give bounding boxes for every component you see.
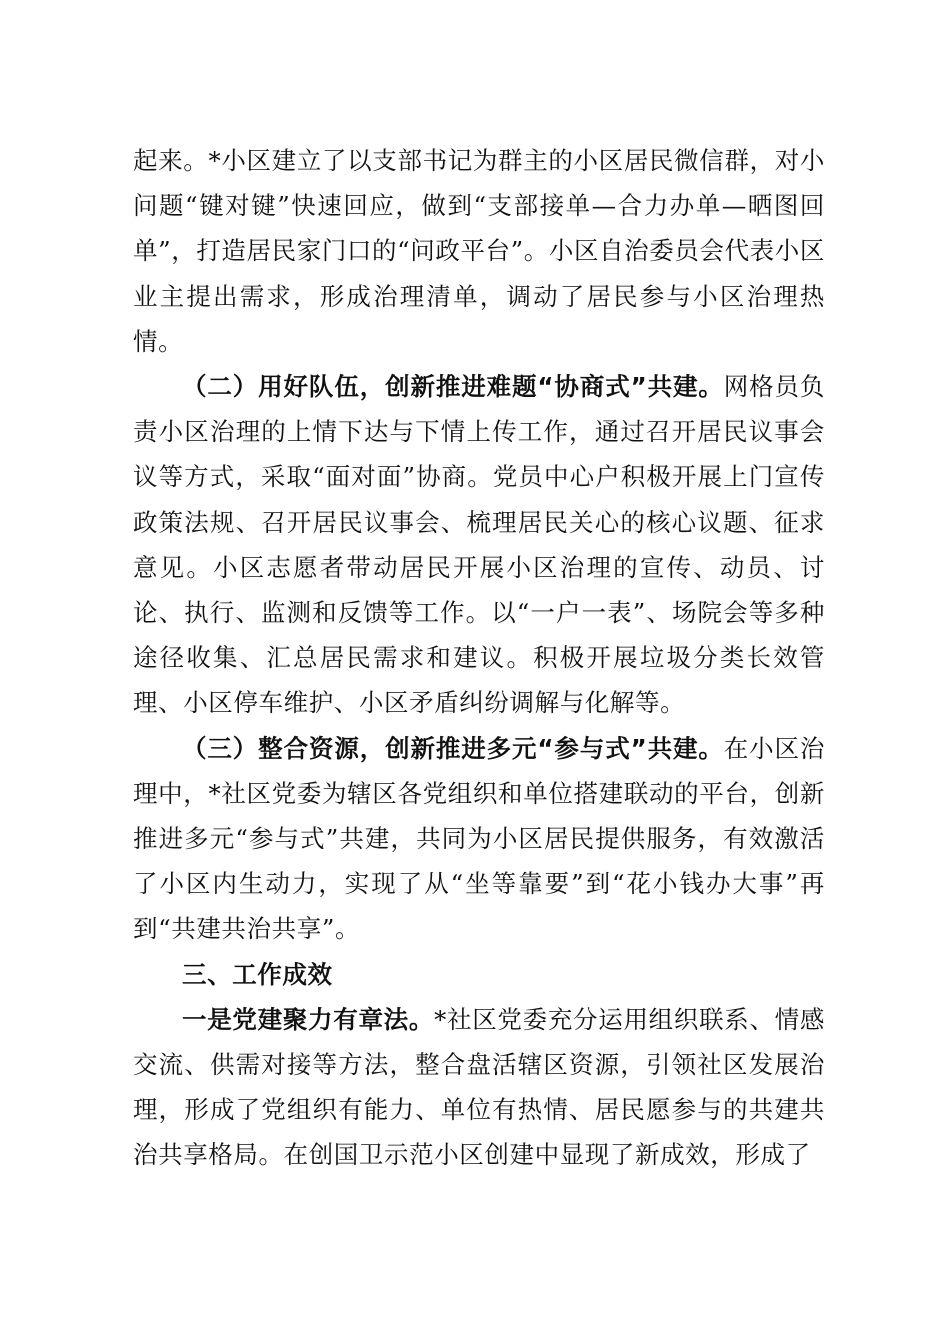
result-1-body: *社区党委充分运用组织联系、情感交流、供需对接等方法，整合盘活辖区资源，引领社区发展治理，形成了党组织有能力、单位有热情、居民愿参与的共建共治共享格局。在创国卫示范小区创建中显现了新成效，形成了 — [133, 1004, 825, 1170]
paragraph-continuation: 起来。*小区建立了以支部书记为群主的小区居民微信群，对小问题“键对键”快速回应，做到“支部接单—合力办单—晒图回单”，打造居民家门口的“问政平台”。小区自治委员会代表小区业主提出需求，形成治理清单，调动了居民参与小区治理热情。 — [133, 146, 825, 356]
section-2-body: 网格员负责小区治理的上情下达与下情上传工作，通过召开居民议事会议等方式，采取“面对面”协商。党员中心户积极开展上门宣传政策法规、召开居民议事会、梳理居民关心的核心议题、征求意见。小区志愿者带动居民开展小区治理的宣传、动员、讨论、执行、监测和反馈等工作。以“一户一表”、场院会等多种途径收集、汇总居民需求和建议。积极开展垃圾分类长效管理、小区停车维护、小区矛盾纠纷调解与化解等。 — [133, 372, 825, 718]
heading-work-results: 三、工作成效 — [182, 959, 333, 989]
paragraph-section-2 — [133, 364, 825, 726]
section-3-lead: （三）整合资源，创新推进多元“参与式”共建。 — [182, 733, 724, 763]
document-page — [133, 138, 825, 1178]
section-3-body: 在小区治理中，*社区党委为辖区各党组织和单位搭建联动的平台，创新推进多元“参与式”共建，共同为小区居民提供服务，有效激活了小区内生动力，实现了从“坐等靠要”到“花小钱办大事”再到“共建共治共享”。 — [133, 733, 825, 944]
paragraph-result-1 — [133, 997, 825, 1178]
result-1-lead: 一是党建聚力有章法。 — [182, 1004, 435, 1034]
paragraph-section-3 — [133, 726, 825, 952]
section-2-lead: （二）用好队伍，创新推进难题“协商式”共建。 — [182, 372, 724, 402]
